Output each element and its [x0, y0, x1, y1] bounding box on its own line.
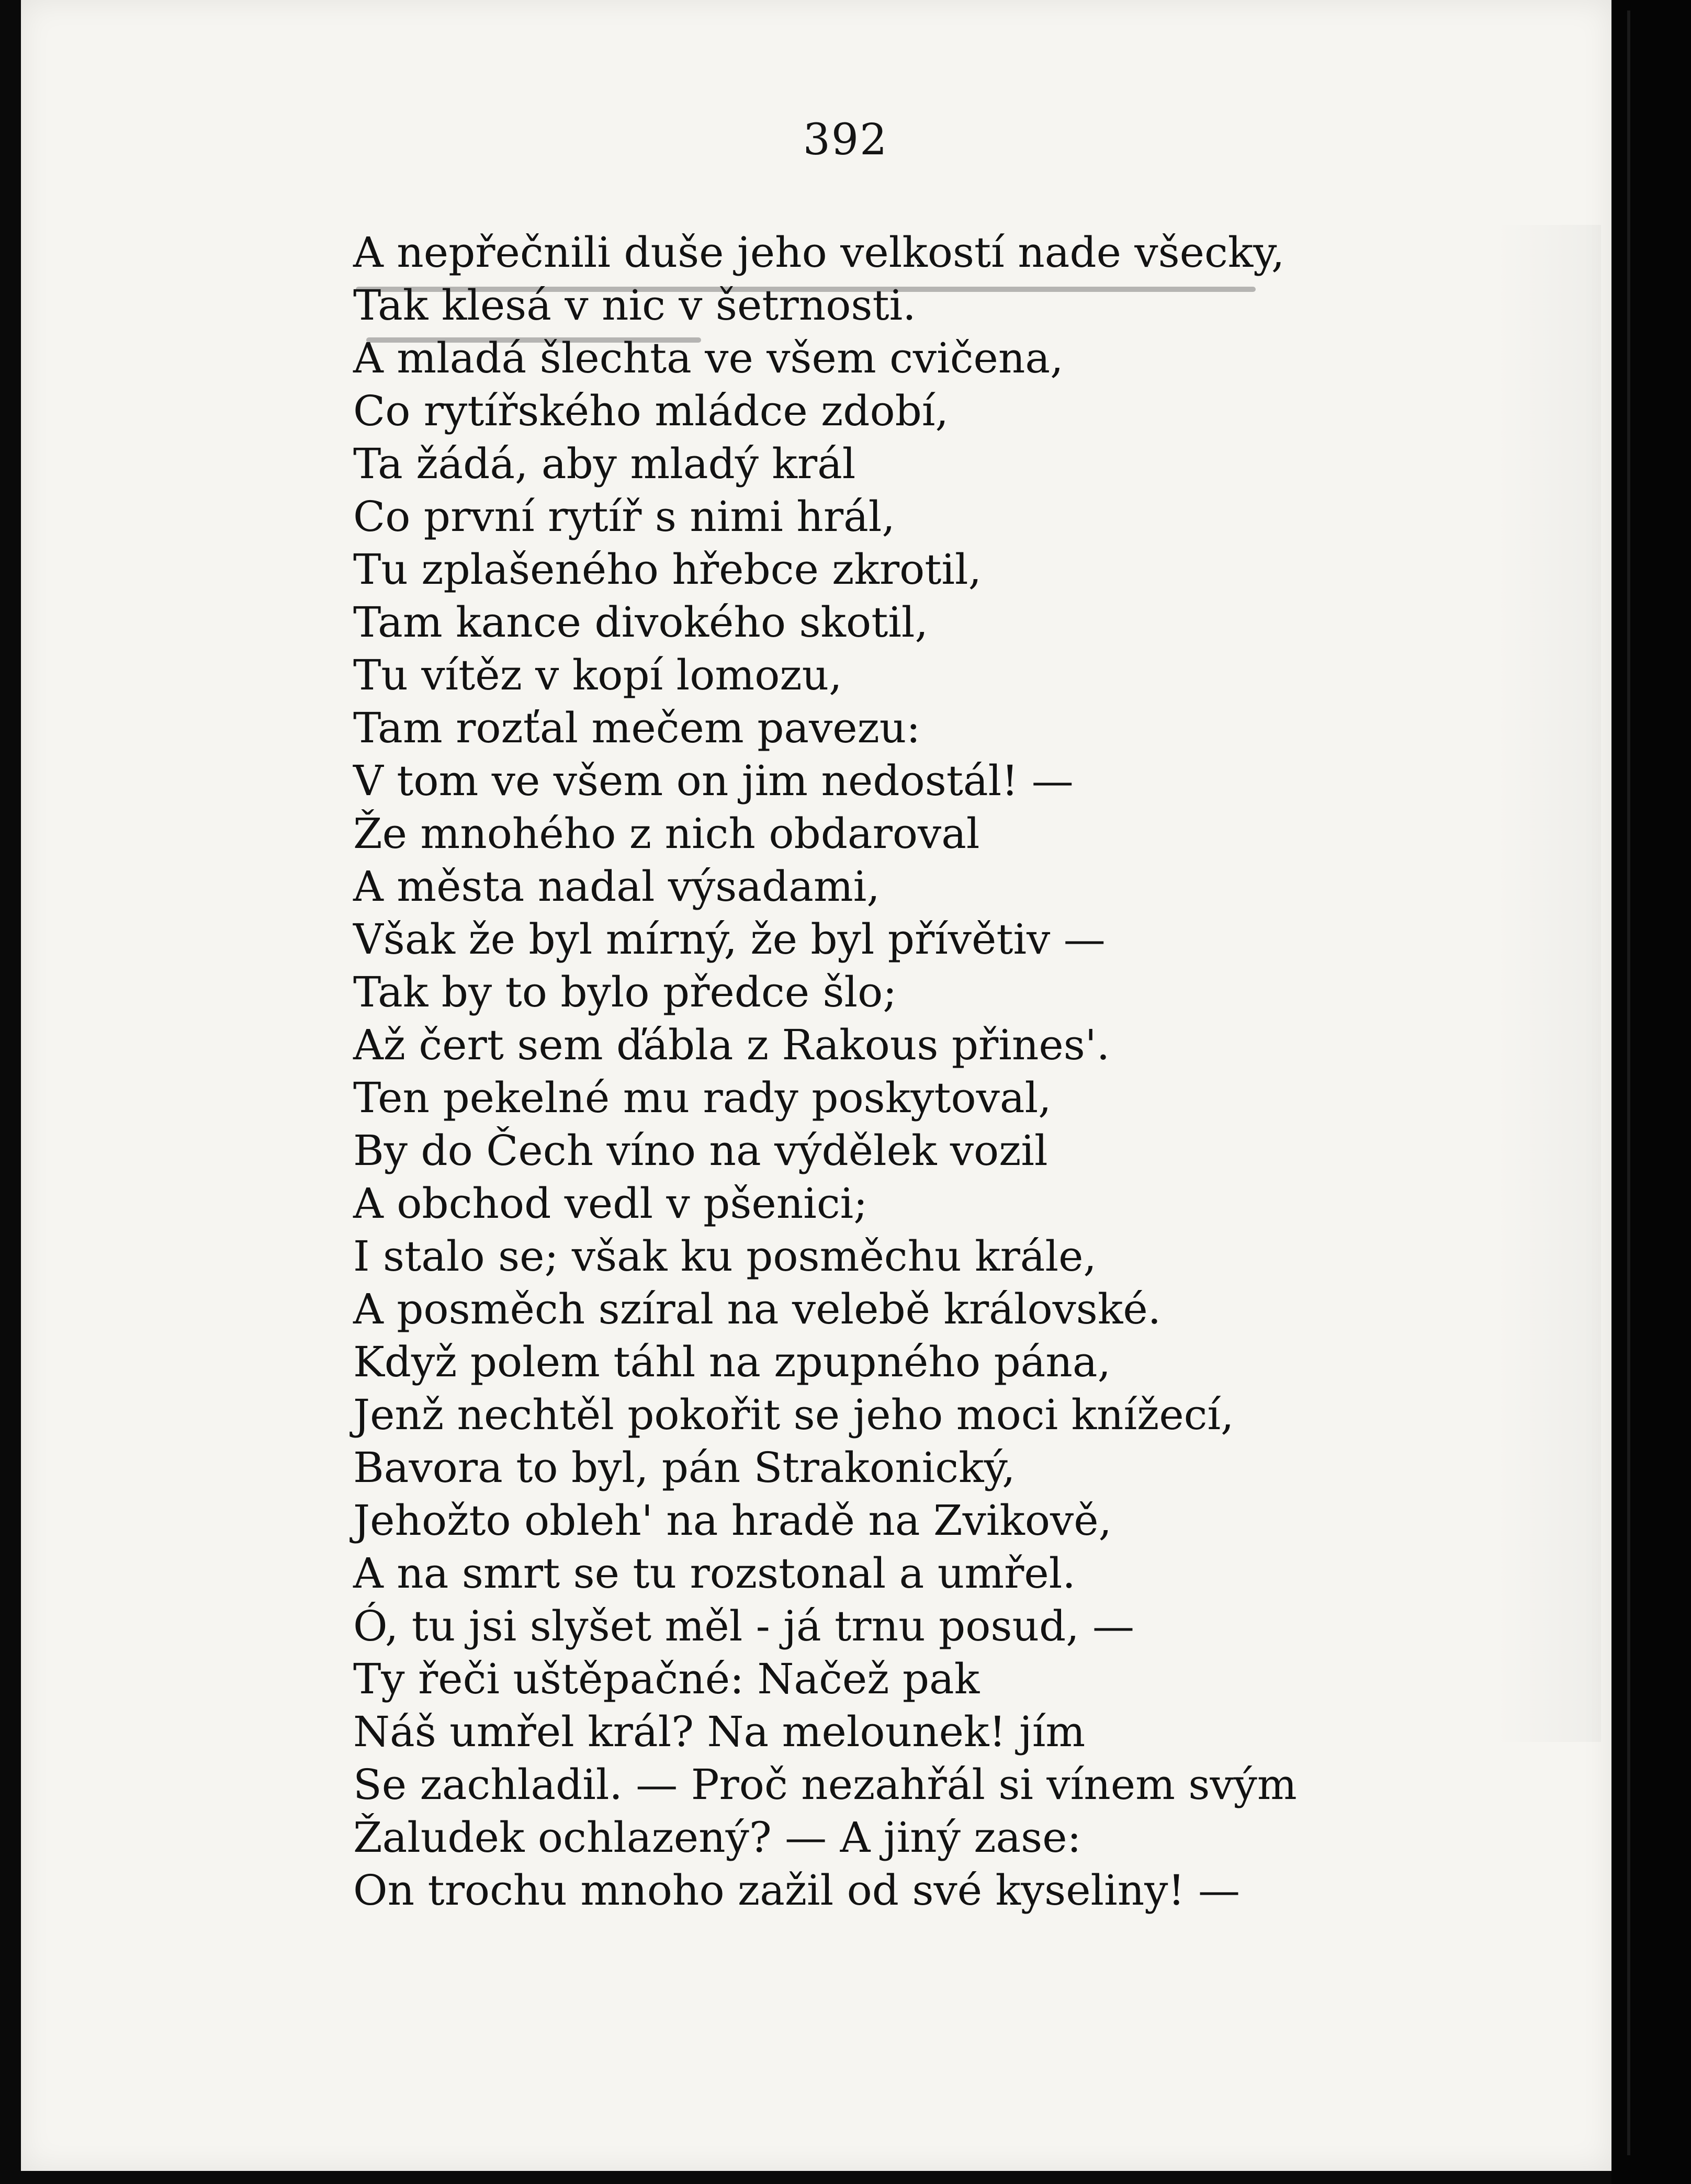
poem-line: V tom ve všem on jim nedostál! —	[353, 756, 1074, 805]
poem-line: Jenž nechtěl pokořit se jeho moci knížecí,	[353, 1390, 1234, 1439]
poem-line: By do Čech víno na výdělek vozil	[353, 1126, 1048, 1175]
poem-line: Ta žádá, aby mladý král	[353, 439, 856, 488]
poem-line: A města nadal výsadami,	[353, 862, 880, 911]
bleed-through-shadow	[1496, 225, 1601, 1742]
poem-line: Co první rytíř s nimi hrál,	[353, 492, 895, 541]
scan-edge	[1611, 0, 1691, 2184]
poem-line: Ó, tu jsi slyšet měl - já trnu posud, —	[353, 1602, 1135, 1650]
poem-line: A posměch szíral na velebě královské.	[353, 1285, 1162, 1333]
poem-line: Se zachladil. — Proč nezahřál si vínem svým	[353, 1760, 1297, 1809]
poem-line: Tak klesá v nic v šetrnosti.	[353, 281, 916, 330]
poem-line: Však že byl mírný, že byl přívětiv —	[353, 915, 1106, 964]
poem-line: Tak by to bylo předce šlo;	[353, 968, 897, 1016]
poem-line: Žaludek ochlazený? — A jiný zase:	[353, 1813, 1081, 1862]
poem-line: Že mnohého z nich obdaroval	[353, 809, 980, 858]
poem-line: Ten pekelné mu rady poskytoval,	[353, 1073, 1052, 1122]
poem-line: A mladá šlechta ve všem cvičena,	[353, 334, 1064, 382]
poem-line: Náš umřel král? Na melounek! jím	[353, 1707, 1086, 1756]
poem-line: Co rytířského mládce zdobí,	[353, 387, 949, 435]
poem-line: A na smrt se tu rozstonal a umřel.	[353, 1549, 1076, 1598]
poem-line: Tu zplašeného hřebce zkrotil,	[353, 545, 982, 594]
poem-line: Tam rozťal mečem pavezu:	[353, 704, 921, 752]
poem-line: Až čert sem ďábla z Rakous přines'.	[353, 1021, 1110, 1069]
poem-line: Tu vítěz v kopí lomozu,	[353, 651, 842, 699]
poem-line: Když polem táhl na zpupného pána,	[353, 1338, 1111, 1386]
poem-line: Bavora to byl, pán Strakonický,	[353, 1443, 1016, 1492]
page-edge-line	[1627, 10, 1630, 2155]
poem-line: A nepřečnili duše jeho velkostí nade všecky,	[353, 228, 1285, 277]
poem-line: Ty řeči uštěpačné: Načež pak	[353, 1655, 980, 1703]
poem-line: Tam kance divokého skotil,	[353, 598, 928, 647]
poem-text	[353, 226, 1297, 1917]
page-number: 392	[803, 115, 888, 165]
poem-line: I stalo se; však ku posměchu krále,	[353, 1232, 1097, 1281]
poem-line: On trochu mnoho zažil od své kyseliny! —	[353, 1866, 1240, 1915]
poem-line: A obchod vedl v pšenici;	[353, 1179, 868, 1228]
poem-line: Jehožto obleh' na hradě na Zvikově,	[353, 1496, 1112, 1545]
